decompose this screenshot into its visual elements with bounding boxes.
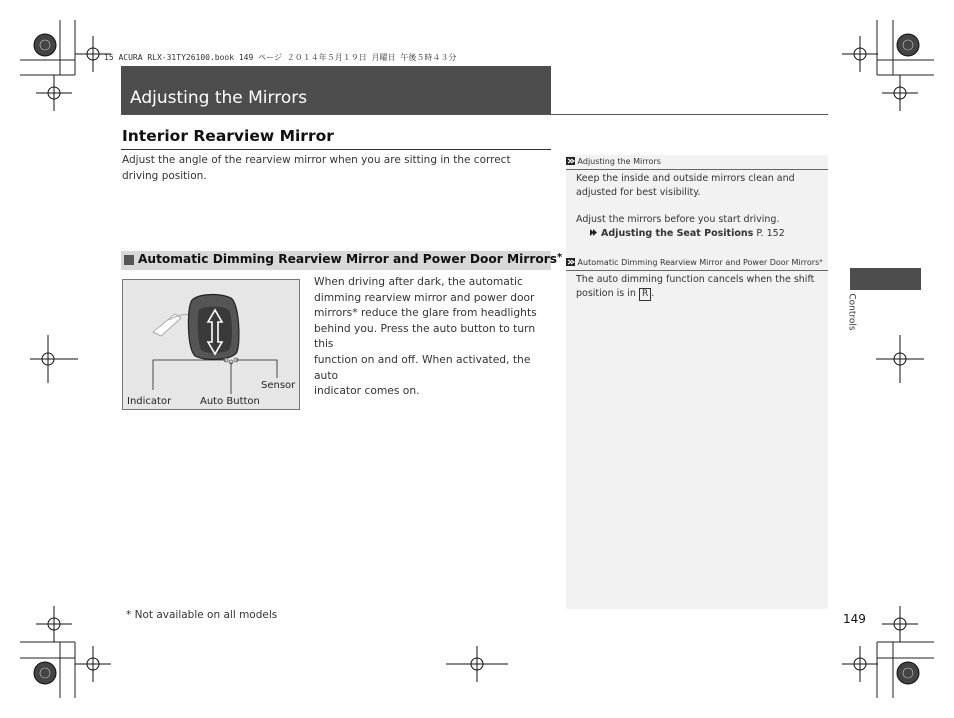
target-circle-icon [897, 34, 919, 56]
subsection-line: behind you. Press the auto button to turn this [314, 321, 536, 351]
section-tab[interactable] [850, 268, 921, 290]
section-rule [121, 149, 551, 150]
title-rule [121, 114, 828, 115]
note-line: The auto dimming function cancels when the shift [576, 274, 815, 285]
note-body [576, 172, 826, 241]
page-title: Adjusting the Mirrors [130, 88, 308, 108]
reference-line[interactable] [576, 227, 826, 241]
note-line: Keep the inside and outside mirrors clean and [576, 173, 795, 184]
note-line-suffix: . [651, 288, 655, 299]
note-rule [566, 169, 828, 170]
registration-mark [842, 36, 878, 72]
subsection-line: dimming rearview mirror and power door [314, 290, 535, 304]
target-circle-icon [897, 662, 919, 684]
registration-mark [75, 646, 111, 682]
registration-mark [36, 75, 72, 111]
double-arrow-icon [589, 228, 598, 237]
note-line-prefix: position is in [576, 288, 636, 299]
footnote: * Not available on all models [126, 609, 278, 621]
target-circle-icon [34, 34, 56, 56]
sensor-label: Sensor [261, 380, 296, 391]
gear-r-icon: R [639, 288, 651, 301]
target-circle-icon [34, 662, 56, 684]
subsection-line: function on and off. When activated, the auto [314, 352, 531, 382]
subsection-heading [138, 252, 562, 266]
sensor-callout [236, 360, 277, 378]
arrow-box-icon [566, 157, 575, 165]
note-heading [566, 258, 823, 267]
indicator-callout [153, 360, 226, 390]
subsection-heading-text: Automatic Dimming Rearview Mirror and Power Door Mirrors [138, 252, 557, 266]
mirror-mount-shape [153, 314, 181, 336]
arrow-box-icon [566, 258, 575, 266]
subsection-body [314, 274, 550, 399]
registration-mark [446, 646, 508, 682]
page-number: 149 [843, 612, 866, 626]
side-notes-panel [566, 155, 828, 609]
note-body [576, 273, 826, 301]
registration-mark [30, 335, 78, 383]
registration-mark [882, 606, 918, 642]
section-heading: Interior Rearview Mirror [122, 127, 334, 145]
registration-mark [36, 606, 72, 642]
subsection-line: When driving after dark, the automatic [314, 275, 523, 288]
mirror-glass [198, 307, 232, 353]
subsection-line: mirrors* reduce the glare from headlights [314, 306, 537, 320]
note-heading-text: Automatic Dimming Rearview Mirror and Power Door Mirrors [577, 258, 820, 267]
note-heading-text: Adjusting the Mirrors [577, 157, 661, 166]
subsection-asterisk: * [556, 252, 563, 263]
registration-mark [876, 335, 924, 383]
print-info: 15 ACURA RLX-31TY26100.book 149 ページ ２０１４年５月１９日 月曜日 午後５時４３分 [104, 53, 457, 62]
square-icon [124, 255, 134, 265]
auto-button-label: Auto Button [200, 396, 260, 407]
note-line: adjusted for best visibility. [576, 187, 701, 198]
indicator-label: Indicator [127, 396, 172, 407]
mirror-illustration [122, 279, 300, 410]
note-heading-asterisk: * [819, 258, 823, 266]
reference-page[interactable]: P. 152 [756, 228, 785, 239]
registration-mark [842, 646, 878, 682]
section-tab-label[interactable]: Controls [846, 293, 857, 331]
reference-text[interactable]: Adjusting the Seat Positions [601, 228, 754, 239]
note-line [576, 287, 826, 301]
registration-mark [882, 75, 918, 111]
section-body: Adjust the angle of the rearview mirror when you are sitting in the correct driving position. [122, 154, 511, 182]
subsection-line: indicator comes on. [314, 384, 420, 398]
note-rule [566, 270, 828, 271]
note-heading [566, 157, 661, 166]
note-line: Adjust the mirrors before you start driving. [576, 214, 780, 225]
